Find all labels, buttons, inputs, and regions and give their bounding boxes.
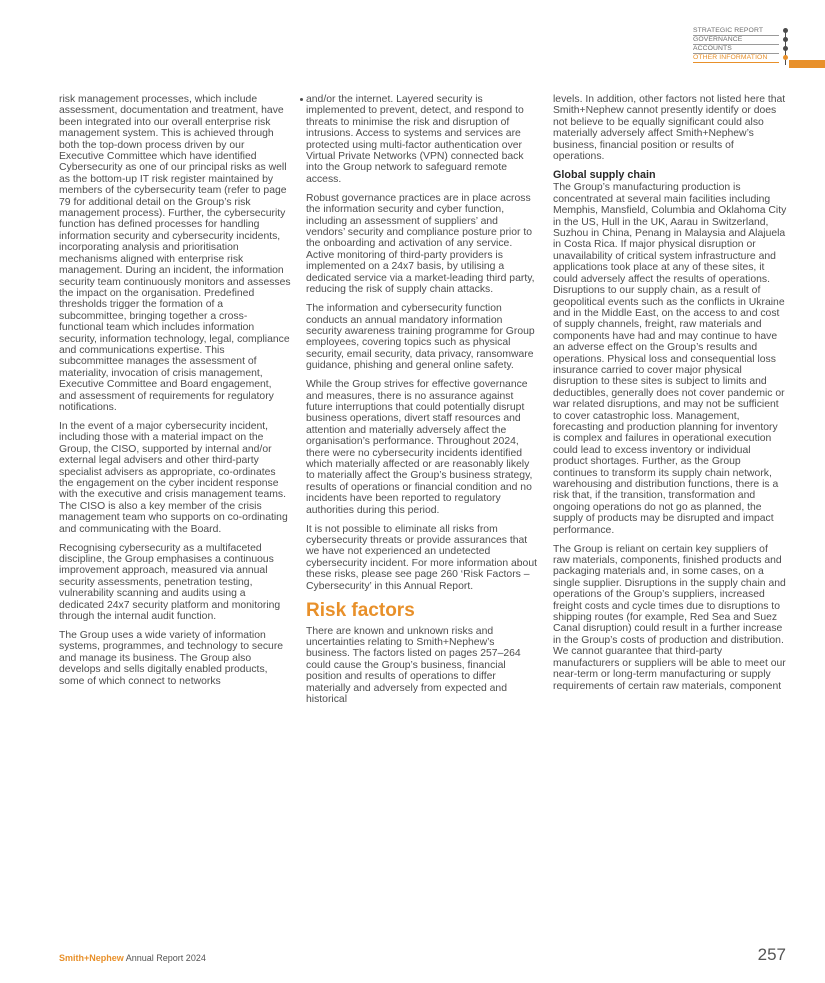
nav-marker-dot <box>783 46 788 51</box>
nav-marker-dot <box>783 37 788 42</box>
paragraph: Recognising cybersecurity as a multifaceted discipline, the Group emphasises a continuous improvement approach, measured via annual security assessments, penetration testing, vulnerability scanning and audits using a dedicated 24x7 security platform and monitoring through the internal audit function. <box>59 542 281 623</box>
paragraph: In the event of a major cybersecurity incident, including those with a material impact on the Group, the CISO, supported by internal and/or external legal advisers and other third-party specialist advisers as appropriate, co-ordinates the engagement on the cyber incident response with the executive and crisis management teams. The CISO is also a key member of the crisis management team who supports on co-ordinating and communicating with the Board. <box>59 420 288 535</box>
text-column-right <box>553 94 787 700</box>
nav-item-other-information[interactable]: OTHER INFORMATION <box>693 54 779 63</box>
nav-item-accounts[interactable]: ACCOUNTS <box>693 45 779 54</box>
section-heading-risk-factors: Risk factors <box>306 599 415 621</box>
paragraph: and/or the internet. Layered security is implemented to prevent, detect, and respond to threats to minimise the risk and disruption of intrusions. Access to systems and services are protected using multi-factor authentication over Virtual Private Networks (VPN) connected back into the Group network to safeguard remote access. <box>306 94 524 185</box>
nav-active-indicator-bar <box>789 60 825 68</box>
subheading-global-supply-chain: Global supply chain <box>553 169 656 182</box>
footer-report-title: Annual Report 2024 <box>123 953 206 963</box>
column-continuation-dot <box>300 98 303 101</box>
paragraph: There are known and unknown risks and uncertainties relating to Smith+Nephew’s business. The factors listed on pages 257–264 could cause the Group’s business, financial position and results of operations to differ materially and adversely from expected and historical <box>306 625 521 706</box>
nav-marker-dot <box>783 28 788 33</box>
page-number: 257 <box>757 945 786 964</box>
paragraph: The Group’s manufacturing production is concentrated at several main facilities including Memphis, Mansfield, Columbia and Oklahoma City in the US, Hull in the UK, Aarau in Switzerland, Suzhou in China, Penang in Malaysia and Alajuela in Costa Rica. If major physical disruption or unavailability of critical system infrastructure and applications took place at any of these sites, it could adversely affect the results of operations. Disruptions to our supply chain, as a result of geopolitical events such as the conflicts in Ukraine and in the Middle East, on the access to and cost of supply channels, freight, raw materials and components have had and may continue to have an adverse effect on the Group’s results and operations. Physical loss and consequential loss insurance carried to cover major physical disruption to these sites is subject to limits and deductibles, generally does not cover pandemic or war related disruptions, and may not be sufficient to cover catastrophic loss. Management, forecasting and production planning for inventory is complex and failures in operational execution could lead to excess inventory or individual product shortages. Further, as the Group continues to transform its supply chain network, warehousing and distribution functions, there is a risk that, if the transition, transformation and ongoing operations do not go as planned, the supply of products may be disrupted and impact performance. <box>553 182 787 536</box>
paragraph: risk management processes, which include assessment, documentation and treatment, have been integrated into our overall enterprise risk management system. This is achieved through both the top-down process driven by our Executive Committee which have identified Cybersecurity as one of our principal risks as well as the bottom-up IT risk register maintained by members of the cybersecurity team (refer to page 79 for additional detail on the Group’s risk management process). Further, the cybersecurity function has defined processes for handling information security and cybersecurity incidents, incorporating analysis and prioritisation mechanisms aligned with enterprise risk management. During an incident, the information security team continuously monitors and assesses the impact on the organisation. Predefined thresholds trigger the formation of a subcommittee, bringing together a cross-functional team which includes information security, information technology, legal, compliance and communications expertise. This subcommittee manages the assessment of materiality, invocation of crisis management, Executive Committee and Board engagement, and assessment of requirements for regulatory notifications. <box>59 94 291 413</box>
section-navigation <box>693 27 825 72</box>
paragraph: The Group uses a wide variety of information systems, programmes, and technology to secure and manage its business. The Group also develops and sells digitally enabled products, some of which connect to networks <box>59 630 284 687</box>
paragraph: Robust governance practices are in place across the information security and cyber function, including an assessment of suppliers’ and vendors’ security and compliance posture prior to the onboarding and activation of any service. Active monitoring of third-party providers is implemented on a 24x7 basis, by utilising a dedicated service via a market-leading third party, reducing the risk of supply chain attacks. <box>306 192 535 296</box>
paragraph: The information and cybersecurity function conducts an annual mandatory information security awareness training programme for Group employees, covering topics such as physical security, email security, data privacy, ransomware guidance, phishing and general online safety. <box>306 303 535 372</box>
footer <box>59 953 206 963</box>
paragraph: The Group is reliant on certain key suppliers of raw materials, components, finished products and packaging materials and, in some cases, on a single supplier. Disruptions in the supply chain and operations of the Group’s suppliers, increased freight costs and cycle times due to disruptions to shipping routes (for example, Red Sea and Suez Canal disruption) could result in a further increase in the Group’s costs of production and distribution. We cannot guarantee that third-party manufacturers or suppliers will be able to meet our near-term or long-term manufacturing or supply requirements of certain raw materials, component <box>553 543 786 692</box>
nav-item-strategic-report[interactable]: STRATEGIC REPORT <box>693 27 779 36</box>
text-column-left <box>59 94 291 695</box>
paragraph: It is not possible to eliminate all risks from cybersecurity threats or provide assurances that we have not experienced an undetected cybersecurity incident. For more information about these risks, please see page 260 ‘Risk Factors – Cybersecurity’ in this Annual Report. <box>306 523 538 592</box>
paragraph: levels. In addition, other factors not listed here that Smith+Nephew cannot presently identify or does not believe to be equally significant could also materially adversely affect Smith+Nephew’s business, financial position or results of operations. <box>553 94 786 163</box>
paragraph: While the Group strives for effective governance and measures, there is no assurance against future interruptions that could potentially disrupt business operations, divert staff resources and attention and materially adversely affect the organisation’s performance. Throughout 2024, there were no cybersecurity incidents identified which materially affected or are reasonably likely to materially affect the Group’s business strategy, results of operations or financial condition and no incidents have been reported to regulatory authorities during this period. <box>306 379 533 516</box>
footer-brand: Smith+Nephew <box>59 953 124 963</box>
nav-item-governance[interactable]: GOVERNANCE <box>693 36 779 45</box>
text-column-middle <box>306 94 538 713</box>
nav-active-marker-dot <box>783 55 788 60</box>
